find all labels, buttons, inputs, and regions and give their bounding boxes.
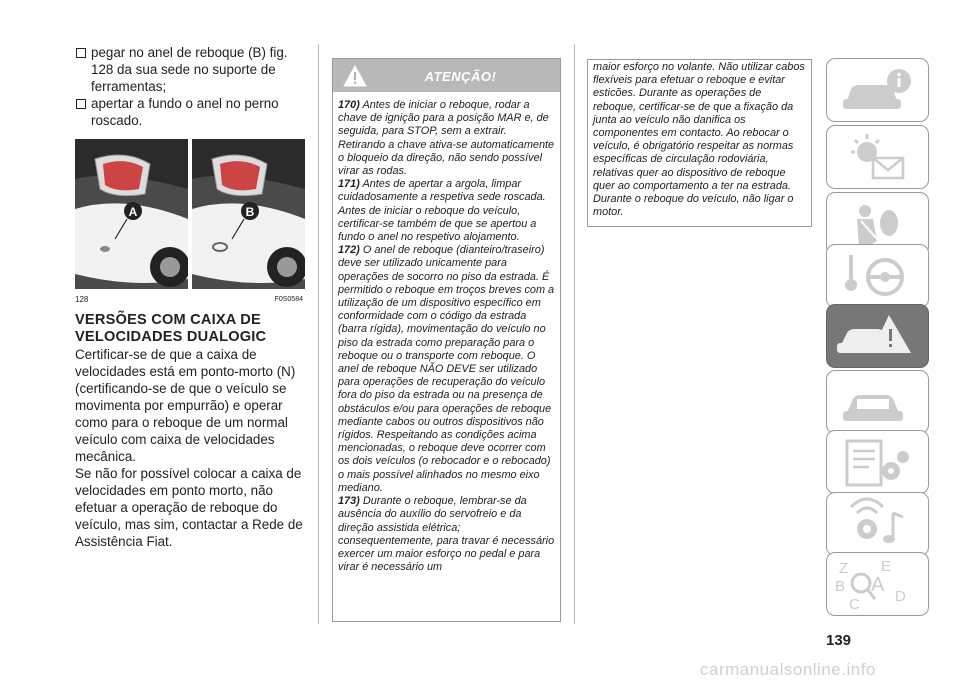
- index-letter: A: [871, 574, 885, 596]
- bullet-item: [75, 95, 305, 129]
- tab-technical-data[interactable]: [826, 430, 929, 494]
- note-text: O anel de reboque (dianteiro/traseiro) deve ser utilizado unicamente para operações de socorro no piso da estrada. É permitido o reboque em troços breves com a utilização de um dispositivo específico em conformidade com o código da estrada (barra rígida), movimentação do veículo no piso da estrada como preparação para o reboque ou o transporte com reboque. O anel de reboque NÃO DEVE ser utilizado para operações de recuperação do veículo fora do piso da estrada ou na presença de obstáculos e/ou para operações de reboque mediante cabos ou outros dispositivos não rígidos. Respeitando as condições acima mencionadas, o reboque deve ocorrer com os dois veículos (o rebocador e o rebocado) o mais possível alinhados no mesmo eixo mediano.: [338, 244, 555, 494]
- index-letter: E: [881, 558, 892, 575]
- light-envelope-icon: [827, 126, 930, 190]
- car-info-icon: [827, 59, 930, 123]
- warning-header: [333, 59, 560, 92]
- checkbox-bullet-icon: [76, 48, 86, 58]
- warning-item: [338, 99, 555, 178]
- column-divider: [318, 44, 319, 624]
- tab-car-info[interactable]: [826, 58, 929, 122]
- note-number: 173): [338, 495, 360, 508]
- tab-lights-messages[interactable]: [826, 125, 929, 189]
- figure-number: 128: [75, 295, 89, 304]
- tab-multimedia[interactable]: [826, 492, 929, 556]
- checkbox-bullet-icon: [76, 99, 86, 109]
- tab-emergency[interactable]: [826, 304, 929, 368]
- warning-body: [333, 92, 560, 574]
- tab-starting-driving[interactable]: [826, 244, 929, 308]
- continuation-text: maior esforço no volante. Não utilizar cabos flexíveis para efetuar o reboque e evitar esticões. Durante as operações de reboque, certificar-se de que a fixação da junta ao veículo não danifica os componentes em contacto. Ao rebocar o veículo, é obrigatório respeitar as normas específicas de circulação rodoviária, relativas quer ao dispositivo de reboque quer ao comportamento a ter na estrada. Durante o reboque do veículo, não ligar o motor.: [593, 61, 805, 219]
- left-column: [75, 44, 305, 550]
- index-letter: D: [895, 588, 906, 605]
- watermark: carmanualsonline.info: [700, 660, 876, 679]
- index-letter: B: [835, 578, 846, 595]
- alphabetical-index-icon: [827, 553, 930, 617]
- warning-title: ATENÇÃO!: [424, 69, 497, 84]
- index-letter: Z: [839, 560, 849, 577]
- paragraph: Se não for possível colocar a caixa de velocidades em ponto morto, não efetuar a operação de reboque do veículo, mas sim, contactar a Rede de Assistência Fiat.: [75, 466, 303, 549]
- column-divider: [574, 44, 575, 624]
- figure-128: [75, 139, 305, 303]
- warning-box: [332, 58, 561, 622]
- paragraph: Certificar-se de que a caixa de velocidades está em ponto-morto (N) (certificando-se de que o veículo se movimenta por empurrão) e operar como para o reboque de um normal veículo com caixa de velocidades mecânica.: [75, 347, 296, 464]
- page-number: 139: [826, 632, 852, 649]
- bullet-item: [75, 44, 305, 95]
- note-number: 171): [338, 178, 360, 191]
- warning-item: [338, 244, 555, 495]
- figure-code: F0S0584: [274, 296, 303, 303]
- warning-continuation-box: [587, 59, 812, 227]
- note-text: Durante o reboque, lembrar-se da ausência do auxílio do servofreio e da direção assistida elétrica; consequentemente, para travar é necessário exercer um maior esforço no pedal e para virar é necessário um: [338, 495, 555, 574]
- multimedia-icon: [827, 493, 930, 557]
- note-text: Antes de apertar a argola, limpar cuidadosamente a respetiva sede roscada. Antes de iniciar o reboque do veículo, certificar-se também de que se apertou a fundo o anel no respetivo alojamento.: [338, 178, 546, 244]
- index-letter: C: [849, 596, 860, 613]
- technical-data-icon: [827, 431, 930, 495]
- label-b: B: [245, 205, 255, 219]
- car-rear-photo-b: [192, 139, 305, 289]
- note-number: 172): [338, 244, 360, 257]
- bullet-text: pegar no anel de reboque (B) fig. 128 da sua sede no suporte de ferramentas;: [91, 45, 288, 94]
- label-a: A: [128, 205, 138, 219]
- section-title: VERSÕES COM CAIXA DE VELOCIDADES DUALOGIC: [75, 312, 267, 345]
- tab-maintenance[interactable]: [826, 370, 929, 434]
- note-number: 170): [338, 99, 360, 111]
- car-rear-photo-a: [75, 139, 188, 289]
- note-text: Antes de iniciar o reboque, rodar a chave de ignição para a posição MAR e, de seguida, para STOP, sem a extrair. Retirando a chave ativa-se automaticamente o bloqueio da direção, não sendo possível virar as rodas.: [338, 99, 555, 178]
- warning-item: [338, 495, 555, 574]
- car-service-icon: [827, 371, 930, 435]
- tab-index[interactable]: [826, 552, 929, 616]
- car-breakdown-warning-icon: [827, 305, 930, 369]
- warning-item: [338, 178, 555, 244]
- bullet-text: apertar a fundo o anel no perno roscado.: [91, 96, 279, 128]
- steering-key-icon: [827, 245, 930, 309]
